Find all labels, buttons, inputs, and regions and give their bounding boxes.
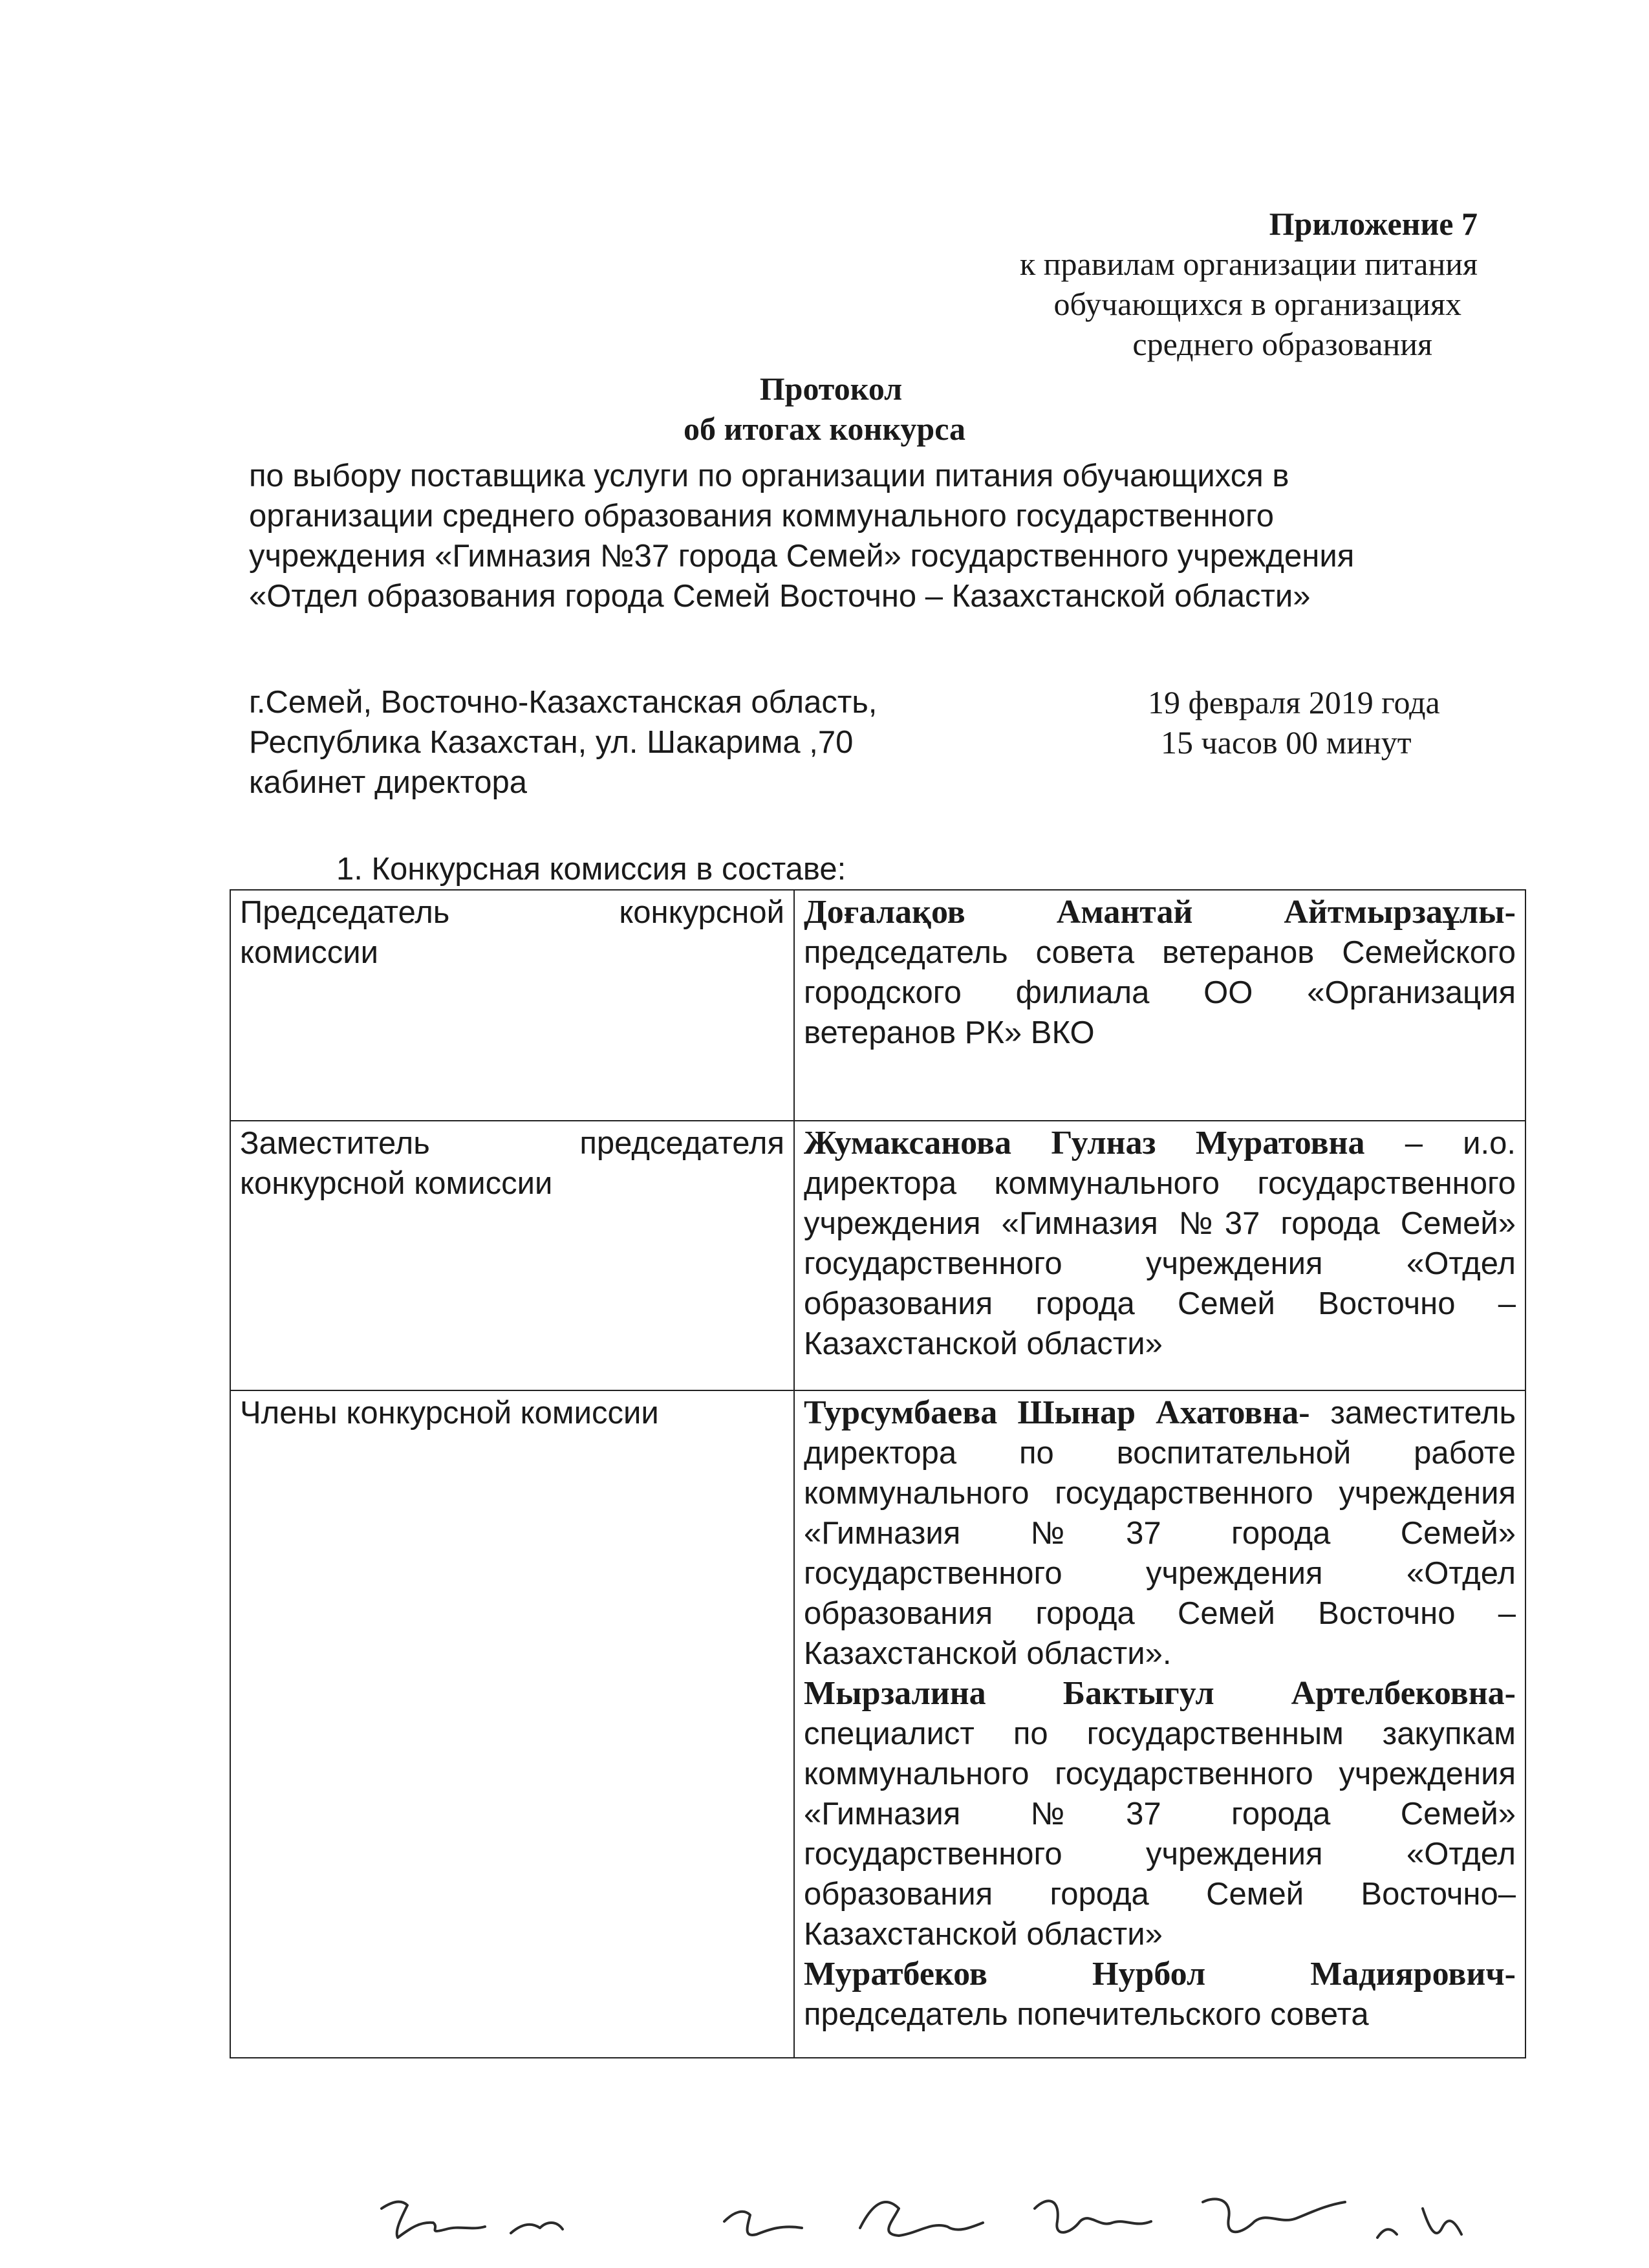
signature-3 <box>724 2212 802 2235</box>
protocol-title <box>0 369 1649 449</box>
table-row <box>230 1390 1525 2058</box>
member-entry <box>804 1123 1516 1364</box>
member-entry <box>804 1954 1516 2035</box>
member-cell-members <box>794 1390 1525 2058</box>
place-line-3: кабинет директора <box>249 765 528 800</box>
signature-2 <box>511 2223 563 2233</box>
signature-6 <box>1203 2199 1345 2232</box>
member-description: специалист по государственным закупкам коммунального государственного учреждения «Гимназия №37 города Семей» государственного учреждения «Отдел образования города Семей Восточно–Казахстанской области» <box>804 1716 1516 1952</box>
handwritten-signatures <box>362 2183 1526 2260</box>
role-cell-members <box>230 1390 794 2058</box>
place-line-1: г.Семей, Восточно-Казахстанская область, <box>249 685 878 720</box>
appendix-line-2: к правилам организации питания <box>1019 246 1478 282</box>
member-name: Турсумбаева Шынар Ахатовна- <box>804 1394 1310 1431</box>
table-row <box>230 890 1525 1121</box>
member-entry <box>804 1393 1516 1674</box>
role-cell-deputy <box>230 1121 794 1390</box>
member-cell-chair <box>794 890 1525 1121</box>
commission-table <box>230 889 1526 2058</box>
meeting-place <box>249 682 960 803</box>
signature-1 <box>382 2202 485 2238</box>
protocol-heading: Протокол <box>759 371 903 407</box>
section-heading: 1. Конкурсная комиссия в составе: <box>336 852 846 887</box>
member-name: Мырзалина Бактыгул Артелбековна- <box>804 1675 1516 1712</box>
member-description: председатель попечительского совета <box>804 1997 1369 2032</box>
member-description: председатель совета ветеранов Семейского городского филиала ОО «Организация ветеранов РК» ВКО <box>804 935 1516 1050</box>
subject-line-4: «Отдел образования города Семей Восточно – Казахстанской области» <box>249 579 1311 614</box>
role-cell-chair <box>230 890 794 1121</box>
member-description: – и.о. директора коммунального государственного учреждения «Гимназия №37 города Семей» государственного учреждения «Отдел образования города Семей Восточно – Казахстанской области» <box>804 1126 1516 1361</box>
member-cell-deputy <box>794 1121 1525 1390</box>
subject-line-3: учреждения «Гимназия №37 города Семей» государственного учреждения <box>249 539 1355 574</box>
signature-7 <box>1377 2229 1397 2238</box>
appendix-line-3: обучающихся в организациях <box>1053 286 1461 322</box>
member-description: заместитель директора по воспитательной работе коммунального государственного учреждения «Гимназия №37 города Семей» государственного учреждения «Отдел образования города Семей Восточно – Казахстанской области». <box>804 1396 1516 1671</box>
role-members-line-1: Члены конкурсной комиссии <box>240 1396 659 1431</box>
protocol-subject <box>249 456 1478 616</box>
meeting-time: 15 часов 00 минут <box>1161 724 1412 761</box>
role-chair-line-2: комиссии <box>240 935 379 970</box>
protocol-subtitle: об итогах конкурса <box>683 411 966 447</box>
place-line-2: Республика Казахстан, ул. Шакарима ,70 <box>249 725 854 760</box>
member-entry <box>804 892 1516 1053</box>
role-deputy-line-1: Заместитель председателя <box>240 1126 784 1161</box>
appendix-title: Приложение 7 <box>1269 206 1478 242</box>
role-chair-line-1: Председатель конкурсной <box>240 895 784 930</box>
subject-line-2: организации среднего образования коммунального государственного <box>249 499 1275 534</box>
meeting-datetime <box>1148 682 1536 762</box>
member-name: Муратбеков Нурбол Мадиярович- <box>804 1956 1516 1993</box>
member-entry <box>804 1674 1516 1954</box>
member-name: Жумаксанова Гулназ Муратовна <box>804 1125 1365 1161</box>
subject-line-1: по выбору поставщика услуги по организации питания обучающихся в <box>249 459 1289 493</box>
signature-8 <box>1423 2209 1461 2234</box>
signature-5 <box>1035 2201 1151 2232</box>
appendix-header <box>831 204 1478 364</box>
signature-4 <box>860 2202 983 2236</box>
meeting-date: 19 февраля 2019 года <box>1148 684 1440 720</box>
appendix-line-4: среднего образования <box>1132 326 1432 362</box>
table-row <box>230 1121 1525 1390</box>
member-name: Доғалақов Амантай Айтмырзаұлы- <box>804 894 1516 931</box>
role-deputy-line-2: конкурсной комиссии <box>240 1166 553 1201</box>
